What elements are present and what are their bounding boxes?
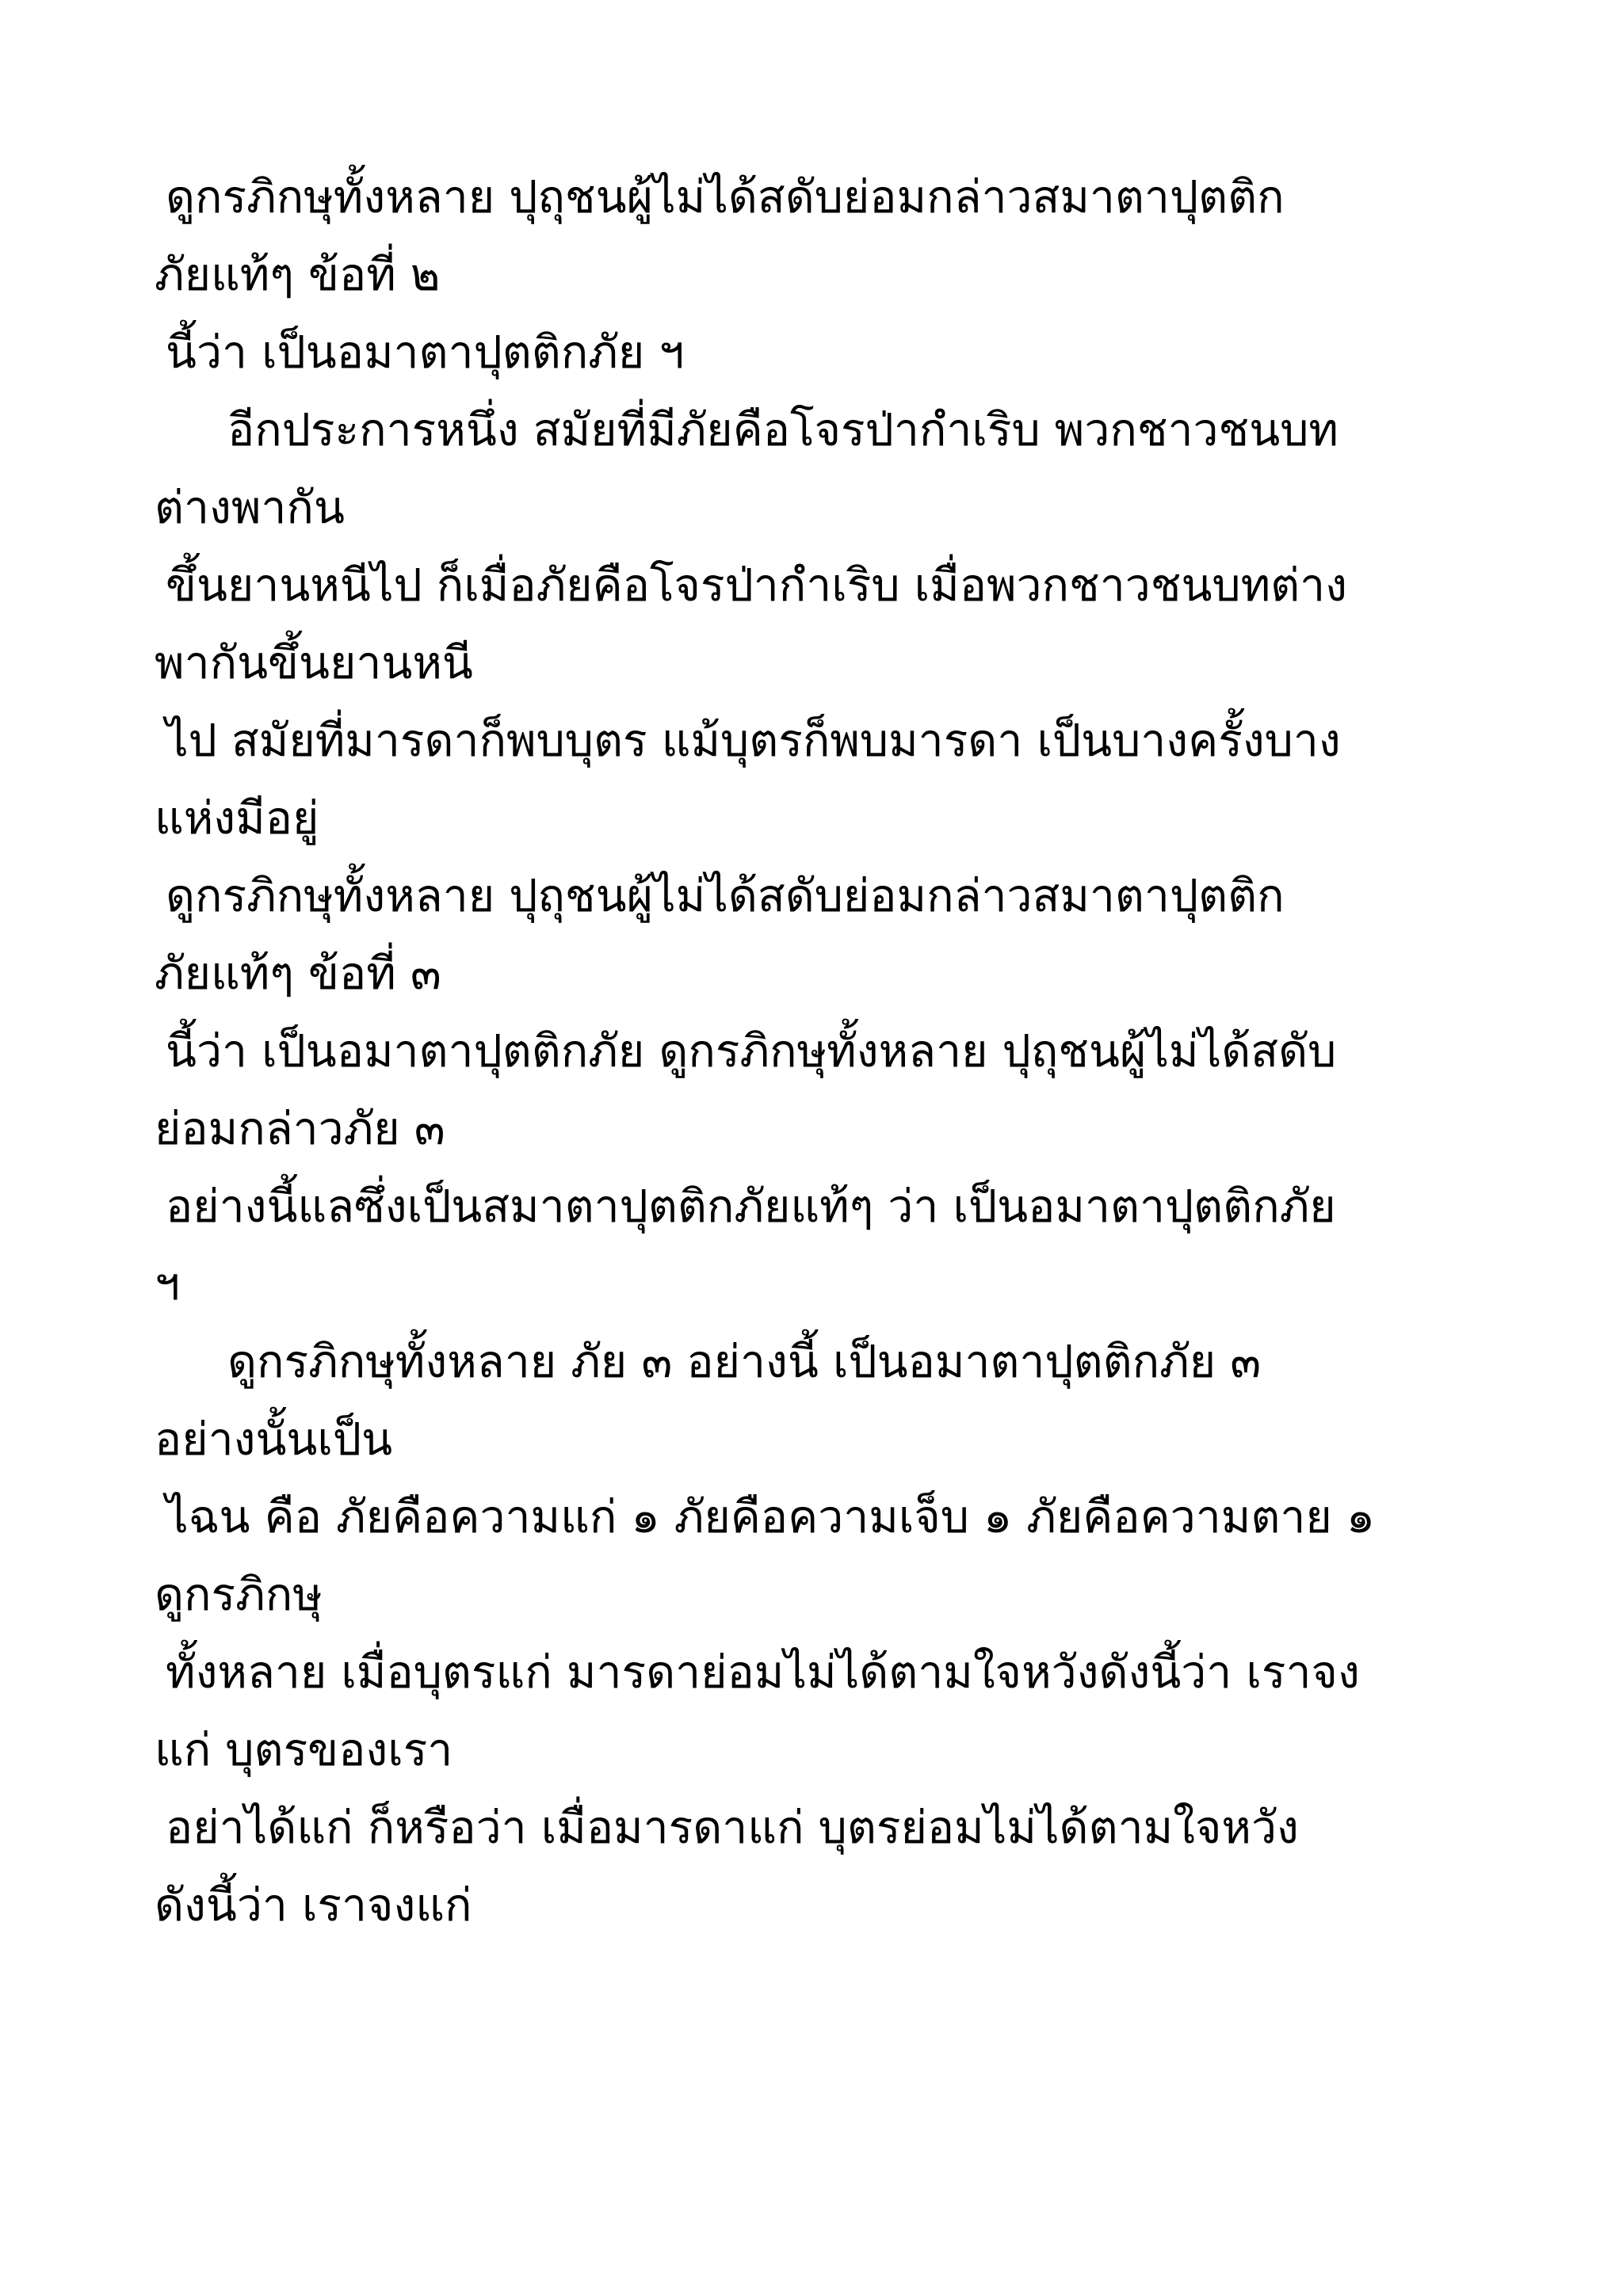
text-line: แห่งมีอยู่ — [155, 792, 319, 845]
text-line: แก่ บุตรของเรา — [155, 1724, 453, 1776]
text-line: ภัยแท้ๆ ข้อที่ ๒ — [155, 249, 441, 301]
text-line: ดูกรภิกษุทั้งหลาย ภัย ๓ อย่างนี้ เป็นอมาตาปุตติกภัย ๓ — [227, 1336, 1262, 1388]
document-body — [155, 158, 1502, 1944]
text-line: ดังนี้ว่า เราจงแก่ — [155, 1879, 472, 1932]
text-line: ดูกรภิกษุ — [155, 1569, 323, 1621]
text-line: ไฉน คือ ภัยคือความแก่ ๑ ภัยคือความเจ็บ ๑ ภัยคือความตาย ๑ — [166, 1491, 1376, 1543]
text-line: ดูกรภิกษุทั้งหลาย ปุถุชนผู้ไม่ได้สดับย่อมกล่าวสมาตาปุตติก — [166, 171, 1285, 223]
text-line: ภัยแท้ๆ ข้อที่ ๓ — [155, 948, 441, 1000]
text-line: ขึ้นยานหนีไป ก็เมื่อภัยคือโจรป่ากำเริบ เมื่อพวกชาวชนบทต่าง — [166, 559, 1348, 612]
text-line: พากันขึ้นยานหนี — [155, 637, 473, 689]
text-line: ฯ — [155, 1258, 181, 1310]
text-line: ต่างพากัน — [155, 482, 345, 534]
text-line: ไป สมัยที่มารดาก็พบบุตร แม้บุตรก็พบมารดา เป็นบางครั้งบาง — [166, 715, 1341, 767]
text-line: ย่อมกล่าวภัย ๓ — [155, 1103, 445, 1155]
text-line: ทั้งหลาย เมื่อบุตรแก่ มารดาย่อมไม่ได้ตามใจหวังดังนี้ว่า เราจง — [166, 1646, 1360, 1699]
text-line: นี้ว่า เป็นอมาตาปุตติกภัย ฯ — [166, 326, 685, 379]
text-line: ดูกรภิกษุทั้งหลาย ปุถุชนผู้ไม่ได้สดับย่อมกล่าวสมาตาปุตติก — [166, 870, 1285, 922]
text-line: อย่าได้แก่ ก็หรือว่า เมื่อมารดาแก่ บุตรย่อมไม่ได้ตามใจหวัง — [166, 1802, 1299, 1854]
text-line: นี้ว่า เป็นอมาตาปุตติกภัย ดูกรภิกษุทั้งหลาย ปุถุชนผู้ไม่ได้สดับ — [166, 1025, 1337, 1077]
text-line: อย่างนี้แลซึ่งเป็นสมาตาปุตติกภัยแท้ๆ ว่า เป็นอมาตาปุตติกภัย — [166, 1180, 1336, 1233]
text-line: อีกประการหนึ่ง สมัยที่มีภัยคือโจรป่ากำเริบ พวกชาวชนบท — [227, 404, 1338, 456]
text-line: อย่างนั้นเป็น — [155, 1413, 393, 1466]
